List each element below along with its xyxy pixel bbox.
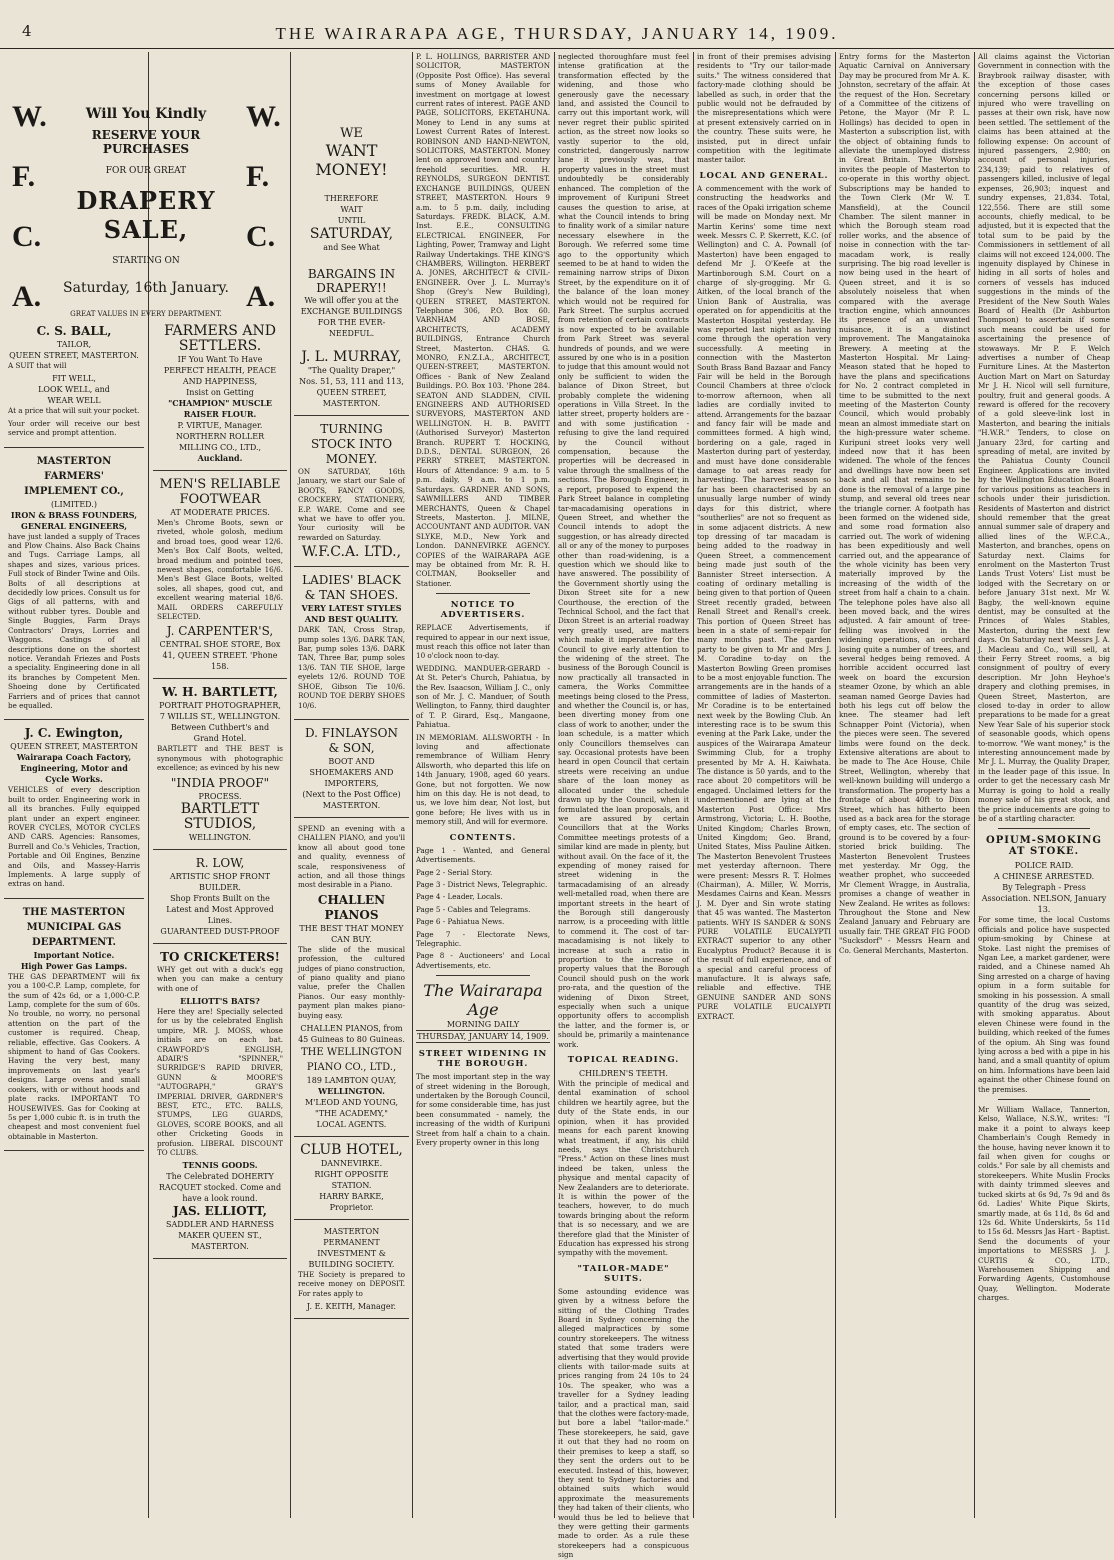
ewington-ad xyxy=(4,720,144,898)
contents-item: Page 4 - Leader, Locals. xyxy=(416,892,503,902)
memoriam-notice: IN MEMORIAM. ALLSWORTH - In loving and affectionate remembrance of William Henry Allsworth, who departed this life on 14th January, 1908, aged 60 years. Gone, but not forgotten. We now him on this day. He is not dead, to us, we love him dear, Not lost, but gone before; He lives with us in memory still, And will for evermore. xyxy=(416,732,550,827)
ad-title: D. FINLAYSON & SON, xyxy=(304,725,399,755)
article-body: in front of their premises advising residents to "Try our tailor-made suits." The witness considered that factory-made clothing should be labelled as such, in order that the public would not be defrauded by the misrepresentations which were at present extensively carried on in the country. These suits were, he insisted, put in direct unfair competition with the legitimate master tailor. xyxy=(697,52,831,165)
article-body: neglected thoroughfare must feel intense gratification at the transformation effected by the widening, and those who generously gave the necessary land, and assisted the Council to carry out this important work, will never regret their public spirited action, as the street now looks so vastly superior to the old, constricted, dangerously narrow lane it previously was, that property values in the street must undoubtedly be considerably enhanced. The completion of the improvement of Kuripuni Street causes the question to arise, at what the Council intends to bring to finality work of a similar nature necessary elsewhere in the Borough. We referred some time ago to the opportunity which seemed to be at hand to widen the remaining narrow strips of Dixon Street, by the expenditure on it of the balance of the loan money which would not be required for Park Street. The surplus accrued from retention of certain contracts is now expected to be available from Park Street was several hundreds of pounds, and we were assured by one who is in a position to judge that this amount would not only be sufficient to widen the balance of Dixon Street, but probably complete the widening operations in Villa Street. In the latter street, property holders are - and with some justification - refusing to give the land required by the Council without compensation, because the properties will be decreased in value through the smallness of the sections. The Borough Engineer, in a report, proposed to expend the Park Street balance in completing tar-macadamising operations in Queen Street, and whether the Council intends to adopt the suggestion, or has already directed all or any of the money to purposes other than road-widening, is a question which we should like to have answered. The possibility of the Government shortly using the Dixon Street site for a new Courthouse, the erection of the Technical School, and the fact that Dixon Street is an arterial roadway very greatly used, are matters which make it imperative for the Council to give early attention to the widening of the street. The business of the Borough Council is now practically all transacted in camera, the Works Committee meetings being closed to the Press, and whether the Council is, or has, been diverting money from one class of work to another, under the loan schedule, is a matter which only Councillors themselves can say. Occasional protests have been heard in open Council that certain streets were receiving an undue share of the loan money as allocated under the schedule drawn up by the Council, when it formulated the loan proposals, and we are assured by certain Councillors that at the Works Committee meetings protests of a similar kind are made in plenty, but without avail. On the face of it, the expending of money raised for street widening in the tarmacadamising of an already well-metalled road, when there are important streets in the heart of the Borough still dangerously narrow, is a proceeding with little to commend it. The cost of tar-macadamising is not likely to increase at such a ratio in proportion to the increase of property values that the Borough Council should push on the work pro-rata, and the question of the widening of Dixon Street, especially when such a unique opportunity offers to accomplish the latter, and the former is, or should be, primarily a maintenance work. xyxy=(558,52,689,1049)
section-heading: NOTICE TO ADVERTISERS. xyxy=(440,600,526,621)
ad-body: THE Society is prepared to receive money on DEPOSIT. For rates apply to xyxy=(298,1270,405,1298)
section-heading: TOPICAL READING. xyxy=(567,1055,680,1066)
ad-line: High Power Gas Lamps. xyxy=(20,960,128,971)
ad-line: At a price that will suit your pocket. xyxy=(8,406,140,416)
ad-body: Here they are! Specially selected for us by the celebrated English umpire, MR. J. MOSS, whose initials are on each bat. CRAWFORD'S ENGLISH, ADAIR'S "SPINNER," SURRIDGE'S RAPID DRIVER, GUNN & MOORE'S "AUTOGRAPH," GRAY'S IMPERIAL DRIVER, GARDNER'S BEST, ETC., ETC. BALLS, STUMPS, LEG GUARDS, GLOVES, SCORE BOOKS, and all other Cricketing Goods in profusion. LIBERAL DISCOUNT TO CLUBS. xyxy=(157,1006,283,1157)
ad-line: NORTHERN ROLLER MILLING CO., LTD., xyxy=(175,432,265,452)
column-rule xyxy=(412,52,413,1518)
ad-line: "The Quality Draper," xyxy=(307,366,396,375)
ad-line: P. VIRTUE, Manager. xyxy=(177,421,263,430)
ad-title: W. H. BARTLETT, xyxy=(162,685,278,700)
wfca-letter: F. xyxy=(12,160,36,193)
wfca-line: STARTING ON xyxy=(112,256,180,266)
ad-line: DRAPERY!! xyxy=(316,281,387,295)
contents-item: Page 5 - Cables and Telegrams. xyxy=(416,904,531,914)
ad-line: CHALLEN PIANOS, from 45 Guineas to 80 Guineas. xyxy=(298,1024,405,1044)
ad-line: PERFECT HEALTH, PEACE AND HAPPINESS, xyxy=(163,366,277,386)
ad-line: (LIMITED.) xyxy=(51,499,97,509)
contents-item: Page 1 - Wanted, and General Advertisements. xyxy=(416,845,550,865)
ball-tailor-ad xyxy=(4,318,144,448)
ad-line: BARTLETT STUDIOS, xyxy=(180,800,260,832)
ad-line: AT MODERATE PRICES. xyxy=(170,508,270,517)
want-money-ad xyxy=(294,60,409,416)
contents-list xyxy=(416,846,550,970)
ad-line: THEREFORE xyxy=(324,194,379,203)
ad-line: Shop Fronts Built on the Latest and Most Approved Lines. xyxy=(166,893,274,925)
ad-line: SADDLER AND HARNESS MAKER QUEEN ST., MASTERTON. xyxy=(166,1220,274,1252)
ad-body: The slide of the musical profession, the cultured judges of piano construction, of piano quality and piano value, prefer the Challen Pianos. Our easy monthly-payment plan makes piano-buying easy. xyxy=(298,944,405,1020)
contents-item: Page 6 - Pahiatua News. xyxy=(416,917,505,927)
ad-line: BARGAINS IN xyxy=(307,267,396,281)
column-rule xyxy=(693,52,694,1518)
article-body: Entry forms for the Masterton Aquatic Carnival on Anniversary Day may be procured from Mr A. K. Johnston, secretary of the affair. At the request of the Hon. Secretary of a Committee of the citizens of Petone, the Mayor (Mr P. L. Hollings) has decided to open in Masterton a subscription list, with the object of obtaining funds to alleviate the unemployed distress in Great Britain. The Worship invites the people of Masterton to co-operate in this worthy object. Subscriptions may be handed to the Town Clerk (Mr W. T. Mansfield), at the Council Chamber. The silent manner in which the Borough steam road roller works, and the absence of noise in connection with the tar-macadam work, is really surprising. The big road leveller is now being used in the heart of Queen street, and it is so absolutely noiseless that when compared with the average traction engine, which announces its presence of an unwanted nuisance, it is a distinct improvement. The Mangatainoka Brewery. A meeting at the Masterton Hospital. Mr Laing-Meason stated that he hoped to have the plans and specifications for No. 2 contract completed in time to be submitted to the next meeting of the Masterton County Council, which would probably mean an almost immediate start on the high-pressure water scheme. Kuripuni street looks very well indeed now that it has been widened. The whole of the fences and dwellings have now been set back and all that remains to be done is the removal of a large pine stump, and several old trees near the triangle corner. A footpath has been formed on the widened side, and some road formation also carried out. The work of widening has been expeditiously and well carried out, and the appearance of the whole vicinity has been very materially improved by the increasing of the width of the street from half a chain to a chain. The telephone poles have also all been moved back, and the wires adjusted. A fair amount of tree-felling was involved in the widening operations, an orchard losing quite a number of trees, and several hedges being removed. A horrible accident occurred last week on board the excursion steamer Ozone, by which an able seaman named George Davies had both his legs cut off below the knee. The steamer had left Schnapper Point (Victoria), when the pieces were seen. The severed limbs were found on the deck. Extensive alterations are about to be made to The Ace House, Chile Street, Wellington, whereby that well-known building will undergo a transformation. The property has a frontage of about 40ft to Dixon Street, which has hitherto been used as a back area for the storage of empty cases, etc. The section of ground is to be covered by a four-storied brick building. The Masterton Benevolent Trustees met yesterday. Mr Ogg, the weather prophet, who succeeded Mr Clement Wragge, in Australia, promises a change of weather in New Zealand. He writes as follows: Throughout the Stone and New Zealand January and February are usually fair. THE GREAT FIG FOOD "Sucksdorf" - Messrs Hearn and Co. General Merchants, Masterton. xyxy=(839,52,970,955)
ad-line: GUARANTEED DUST-PROOF xyxy=(160,926,280,936)
ad-line: WEAR WELL xyxy=(47,396,101,406)
ad-title: FARMERS AND SETTLERS. xyxy=(164,323,276,354)
professional-cards: P. L. HOLLINGS, BARRISTER AND SOLICITOR, MASTERTON (Opposite Post Office). Has several sums of Money Available for investment on mortgage at lowest current rates of interest. PAGE AND PAGE, SOLICITORS, EKETAHUNA. Money to Lend in any sums at Lowest Current Rates of Interest. ROBINSON AND HAND-NEWTON, SOLICITORS, MASTERTON. Money lent on approved town and country freehold securities. MR. H. REYNOLDS, SURGEON DENTIST. EXCHANGE BUILDINGS, QUEEN STREET, MASTERTON. Hours 9 a.m. to 5 p.m. daily, including Saturdays. FREDK. BLACK, A.M. Inst. E.E., CONSULTING ELECTRICAL ENGINEER, For Lighting, Power, Tramway and Light Railway Undertakings. THE KING'S CHAMBERS, Willington. HERBERT A. JONES, ARCHITECT & CIVIL-ENGINEER. Over J. L. Murray's Shop (Grey's New Building), QUEEN STREET, MASTERTON. Telephone 306, P.O. Box 60. VARNHAM AND BOSE, ARCHITECTS, ACADEMY BUILDINGS, Entrance Church Street, Masterton. CHAS. G. MONRO, F.N.Z.I.A., ARCHITECT, QUEEN-STREET, MASTERTON. Offices - Bank of New Zealand Buildings. P.O. Box 103. 'Phone 284. SEATON AND SLADDEN, CIVIL ENGINEERS AND AUTHORISED SURVEYORS, MASTERTON AND WELLINGTON. H. B. PAVITT (Authorised Surveyor) Masterton Branch. RUPERT T. HOCKING, D.D.S., DENTAL SURGEON, 26 PERRY STREET, MASTERTON. Hours of Attendance: 9 a.m. to 5 p.m. daily, 9 a.m. to 1 p.m. Saturdays. GARDNER AND SONS, SAWMILLERS AND TIMBER MERCHANTS, Queen & Chapel Streets, Masterton. J. MILNE, ACCOUNTANT AND AUDITOR. VAN SLYKE, M.D., New York and London. DANNEVIRKE AGENCY. COPIES of the WAIRARAPA AGE may be obtained from Mr. R. H. COLTMAN, Bookseller and Stationer. xyxy=(416,52,550,588)
ad-body: DARK TAN, Cross Strap, pump soles 13/6. DARK TAN, Bar, pump soles 13/6. DARK TAN, Three Bar, pump soles 13/6. TAN TIE SHOE, large eyelets 12/6. ROUND TOE SHOE, Gibson Tie 10/6. ROUND TOE DERBY SHOES 10/6. xyxy=(298,625,405,710)
ad-body: THE GAS DEPARTMENT will fix you a 100-C.P. Lamp, complete, for the sum of 42s 6d, or a 1,000-C.P. Lamp, complete for the sum of 60s. No trouble, no worry, no personal attention on the part of the customer is required. Cheap, reliable, effective. Gas Cookers. A shipment to hand of Gas Cookers. Having the very best, many improvements on last year's designs. Large ovens and small cookers, with or without hoods and plate racks. IMPORTANT TO HOUSEWIVES. Gas for Cooking at 5s per 1,000 cubic ft. is in truth the cheapest and most convenient fuel obtainable in Masterton. xyxy=(8,971,140,1141)
ad-title: LADIES' BLACK & TAN SHOES. xyxy=(302,573,401,603)
ad-title: TURNING STOCK INTO MONEY. xyxy=(310,422,393,466)
column-5 xyxy=(558,52,689,1560)
column-6 xyxy=(697,52,831,1518)
divider xyxy=(998,828,1090,829)
column-rule xyxy=(974,52,975,1518)
article-body: All claims against the Victorian Government in connection with the Braybrook railway disaster, with the exception of those cases concerning persons killed or injured who were travelling on passes at their own risk, have now been settled. The settlement of the claims has been attained at the following expense: On account of injured passengers, 2,980; on account of personal injuries, 234,139; paid to relatives of passengers killed, inclusive of legal expenses, 26,903; inquest and sundry expenses, 21,834. Total, 122,556. There are still some accounts, chiefly medical, to be adjusted, but it is expected that the total sum to be paid by the Commissioners in settlement of all claims will not exceed 124,000. The ingenuity displayed by Chinese in hiding in all sorts of holes and corners of vessels has induced suggestions in the minds of the President of the New South Wales Board of Health (Dr Ashburton Thompson) to ascertain if some such means could be used for ascertaining the presence of stowaways. Mr P. F. Welch advertises a number of Cheap Furniture Lines. At the Masterton Auction Mart on Mart on Saturday Mr J. H. Nicol will sell furniture, poultry, fruit and general goods. A reward is offered for the recovery of a gold sleeve-link lost in Masterton, and bearing the initials "H.W.R." Tenders, to close on January 23rd, for carting and spreading of metal, are invited by the Pahiatua County Council Engineer. Applications are invited by the Wellington Education Board for various positions as teachers in schools under their jurisdiction. Residents of Masterton and district should remember that the great annual summer sale of drapery and allied lines of the W.F.C.A., Masterton, and branches, opens on Saturday next. Claims for enrolment on the Masterton Trust Lands Trust Voters' List must be lodged with the Secretary on or before January 31st next. Mr W. Bagby, the well-known equine dentist, may be consulted at the Princes of Wales Stables, Masterton, during the next few days. On Saturday next Messrs J. A. J. Macleau and Co., will sell, at their Ferry Street rooms, a big consignment of poultry of every description. Mr John Heyhoe's drapery and clothing premises, in Queen Street, Masterton, are closed to-day in order to allow preparations to be made for a great New Year Sale of his superior stock of seasonable goods, which opens to-morrow. "We want money," is the interesting announcement made by Mr J. L. Murray, the Quality Draper, in the leader page of this issue. In order to get the necessary cash Mr Murray is going to hold a really money sale of his great stock, and the price inducements are going to be of a startling character. xyxy=(978,52,1110,823)
section-heading: LOCAL AND GENERAL. xyxy=(699,170,829,181)
wfca-line: RESERVE YOUR PURCHASES xyxy=(91,128,201,156)
ad-line: FOR THE EVER-NEEDFUL. xyxy=(317,318,386,338)
wfca-line: FOR OUR GREAT xyxy=(105,166,187,176)
column-3 xyxy=(294,60,409,1518)
article-body: With the principle of medical and dental examination of school children we heartily agree, but the duty of the State ends, in our opinion, when it has provided means for each parent knowing what treatment, if any, his child needs, says the Christchurch "Press." Action on these lines must indeed be taken, unless the physique and mental capacity of New Zealanders are to deteriorate. It is within the power of the teachers, however, to do much towards bringing about the reform that is so necessary, and we are therefore glad that the Minister of Education has expressed his strong sympathy with the movement. xyxy=(558,1079,689,1258)
ad-line: DANNEVIRKE. xyxy=(320,1159,383,1168)
article-body: For some time, the local Customs officials and police have suspected opium-smoking by Chinese at Stoke. Last night the premises of Ngan Lee, a market gardener, were raided, and a Chinese named Ah Sing arrested on a charge of having opium in a form suitable for smoking in his possession. A small quantity of the drug was seized, with smoking apparatus. About eleven Chinese were found in the building, which reeked of the fumes of the opium. Ah Sing was found lying across a bed with a pipe in his hand, and a small quantity of opium on him. Informations have been laid against the other Chinese found on the premises. xyxy=(978,915,1110,1094)
divider xyxy=(998,1099,1090,1100)
ad-line: RIGHT OPPOSITE STATION. xyxy=(314,1170,389,1190)
contents-item: Page 8 - Auctioneers' and Local Advertisements, etc. xyxy=(416,951,550,970)
ad-line: WANT xyxy=(325,141,378,160)
ad-line: BOOT AND SHOEMAKERS AND IMPORTERS, xyxy=(309,756,394,788)
article-body: Some astounding evidence was given by a witness before the sitting of the Clothing Trades Board in Sydney concerning the alleged malpractices by some country storekeepers. The witness stated that some traders were advertising that they would provide clients with tailor-made suits at prices ranging from 24 10s to 24 10s. The speaker, who was a traveller for a Sydney leading tailor, and a practical man, said that the clothes were factory-made, but bore a label "tailor-made." These storekeepers, he said, gave it out that they had no room on their premises to keep a staff, so they sent the orders out to be executed. Instead of this, however, they sent to Sydney factories and obtained suits which would approximate the measurements they had taken of their clients, who would thus be led to believe that they were getting their garments made to order. As a rule these storekeepers had a conspicuous sign xyxy=(558,1286,689,1560)
ad-line: The Celebrated DOHERTY RACQUET stocked. Come and have a look round. xyxy=(158,1172,282,1204)
contents-item: Page 7 - Electorate News, Telegraphic. xyxy=(416,929,550,948)
contents-item: Page 3 - District News, Telegraphic. xyxy=(416,879,548,889)
farmers-implement-ad xyxy=(4,448,144,721)
ad-line: IF You Want To Have xyxy=(177,355,263,364)
farmers-settlers-ad xyxy=(153,318,287,471)
wfca-drapery-sale-ad xyxy=(6,60,286,318)
ad-line: EXCHANGE BUILDINGS xyxy=(300,307,403,316)
ad-line: A SUIT that will xyxy=(8,361,67,370)
paper-nameplate: The Wairarapa Age xyxy=(423,981,543,1020)
ad-line: CENTRAL SHOE STORE, Box 41, QUEEN STREET. 'Phone 158. xyxy=(159,640,281,672)
ad-line: 189 LAMBTON QUAY, xyxy=(306,1076,397,1085)
ad-line: J. L. MURRAY, xyxy=(301,349,402,365)
masthead-title: THE WAIRARAPA AGE, THURSDAY, JANUARY 14, 1909. xyxy=(275,24,839,43)
ad-body: Men's Chrome Boots, sewn or riveted, whole golosh, medium and broad toes, good wear 12/6. Men's Box Calf Boots, welted, broad medium and pointed toes, newest shapes, comfortable 16/6. Men's Best Glace Boots, welted soles, all shapes, good cut, and excellent wearing material 18/6. MAIL ORDERS CAREFULLY SELECTED. xyxy=(157,518,283,622)
ad-line: Insist on Getting xyxy=(186,388,254,397)
ad-line: and See What xyxy=(323,243,380,252)
mens-footwear-ad xyxy=(153,471,287,679)
ad-line: "INDIA PROOF" xyxy=(170,775,270,790)
column-2 xyxy=(153,318,287,1518)
ad-title: TO CRICKETERS! xyxy=(160,949,280,964)
ad-body: SPEND an evening with a CHALLEN PIANO, and you'll know all about good tone and quality, evenness of scale, responsiveness of action, and all those things most desirable in a Piano. xyxy=(298,823,405,890)
ad-line: W.F.C.A. LTD., xyxy=(301,544,402,561)
ladies-shoes-ad xyxy=(294,567,409,720)
contents-heading: CONTENTS. xyxy=(449,832,517,843)
contents-item: Page 2 - Serial Story. xyxy=(416,867,493,877)
ad-line: VERY LATEST STYLES AND BEST QUALITY. xyxy=(301,603,402,625)
ad-line: QUEEN STREET, MASTERTON. xyxy=(9,351,139,360)
wfca-letter: C. xyxy=(246,220,276,253)
ad-line: JAS. ELLIOTT, xyxy=(173,1204,267,1219)
article-subheading: POLICE RAID. xyxy=(1014,861,1074,871)
wfca-letter: A. xyxy=(12,280,42,313)
ad-line: Wairarapa Coach Factory, Engineering, Motor and Cycle Works. xyxy=(16,752,132,785)
article-body: A commencement with the work of constructing the headworks and races of the Opaki irrigation scheme will be made on Monday next. Mr Martin Kerins' some time next week. Messrs C. P. Skerrett, K.C. (of Wellington) and C. A. Pownall (of Masterton) have been engaged to defend Mr J. O'Keefe at the Martinborough S.M. Court on a charge of sly-grogging. Mr G. Aitken, of the local branch of the Union Bank of Australia, was operated on for appendicitis at the Masterton Hospital yesterday. He was reported last night as having come through the operation very successfully. A meeting in connection with the Masterton South Brass Band Bazaar and Fancy Fair will be held in the Borough Council Chambers at three o'clock to-morrow afternoon, when all ladies are cordially invited to attend. Arrangements for the bazaar and fancy fair will be made and committees formed. A high wind, bordering on a gale, raged in Masterton during part of yesterday, and must have done considerable damage to oat areas ready for harvesting. The harvest season so far has been characterised by an unusually large number of windy days for this district, where "southerlies" are not so frequent as in some adjacent districts. A new top dressing of tar macadam is being added to the roadway in Queen Street, a commencement being made just south of the Bannister Street intersection. A coating of ordinary metalling is being given to that portion of Queen Street recently graded, between Renall Street and Renall's creek. This portion of Queen Street has been in a state of semi-repair for many months past. The garden party to be given to Mr and Mrs J. M. Coradine to-day on the Masterton Bowling Green promises to be a most enjoyable function. The arrangements are in the hands of a committee of ladies of Masterton. Mr Coradine is to be entertained next week by the Bowling Club. An interesting race is to be swum this evening at the Park Lake, under the auspices of the Wairarapa Amateur Swimming Club, for a trophy presented by Mr A. H. Kaiwhata. The distance is 50 yards, and to the race about 20 competitors will be engaged. Unclaimed letters for the undermentioned are lying at the Masterton Post Office: Mrs Armstrong, Victoria; L. H. Boothe, United Kingdom; Charles Brown, United Kingdom; Geo. Brand, United States, Miss Pauline Aitken. The Masterton Benevolent Trustees met yesterday afternoon. There were present: Messrs R. T. Holmes (Chairman), A. Miller, W. Morris, Mesdames Cairns and Kean. Messrs J. M. Dyer and Sin wrote stating that 45 was wanted. The Masterton patients. WHY IS SANDER & SONS PURE VOLATILE EUCALYPTI EXTRACT superior to any other Eucalyptus Product? Because it is the result of full experience, and of a special and careful process of manufacture. It is always safe, reliable and effective. THE GENUINE SANDER AND SONS PURE VOLATILE EUCALYPTI EXTRACT. xyxy=(697,183,831,1021)
leader-body: The most important step in the way of street widening in the Borough, undertaken by the Borough Council, for some considerable time, has just been consummated - namely, the increasing of the width of Kuripuni Street from half a chain to a chain. Every property owner in this long xyxy=(416,1072,550,1147)
ad-line: TAILOR, xyxy=(56,340,92,349)
ad-line: ELLIOTT'S BATS? xyxy=(180,995,260,1006)
article-body: Mr William Wallace, Tannerton, Kelso, Wallace, N.S.W., writes: "I make it a point to always keep Chamberlain's Cough Remedy in the house, having never known it to fail when given for coughs or colds." For sale by all chemists and storekeepers. White Muslin Frocks with dainty trimmed sleeves and tucked skirts at 6s 9d, 7s 9d and 8s 6d. Ladies' White Pique Skirts, smartly made, at 6s 11d, 8s 6d and 12s 6d. White Underskirts, 5s 11d to 15s 6d. Messrs Jas Hart - Baptist. Send the documents of your importations to MESSRS J. J. CURTIS & CO., LTD., Warehousemen Shipping and Forwarding Agents, Customhouse Quay, Wellington. Moderate charges. xyxy=(978,1105,1110,1303)
building-society-ad xyxy=(294,1220,409,1319)
column-rule xyxy=(554,52,555,1518)
ad-line: WELLINGTON. xyxy=(318,1086,385,1096)
column-7 xyxy=(839,52,970,1518)
wfca-line: DRAPERY SALE, xyxy=(76,186,216,244)
ad-line: MASTERTON. xyxy=(322,800,381,810)
column-8 xyxy=(978,52,1110,1518)
ad-line: J. E. KEITH, Manager. xyxy=(306,1302,397,1312)
ad-line: FIT WELL, xyxy=(52,374,96,384)
ad-line: THE WELLINGTON PIANO CO., LTD., xyxy=(300,1047,403,1073)
wfca-line: Saturday, 16th January. xyxy=(63,280,229,296)
ad-line: WE xyxy=(340,126,363,141)
masthead xyxy=(0,0,1114,49)
ad-body: VEHICLES of every description built to order. Engineering work in all its branches. Fully equipped plant under an expert engineer. ROVER CYCLES, MOTOR CYCLES AND CARS. Agencies: Ransomes, Burrell and Co.'s Vehicles, Traction, Portable and Oil Engines, Benzine and Oils, and Massey-Harris Implements. A large supply of extras on hand. xyxy=(8,785,140,889)
ad-line: (Next to the Post Office) xyxy=(302,789,401,799)
column-1 xyxy=(4,318,144,1518)
ad-line: PROCESS. xyxy=(198,791,242,801)
challen-piano-ad xyxy=(294,818,409,1137)
ad-line: Auckland. xyxy=(197,453,243,463)
wfca-line: Will You Kindly xyxy=(85,106,207,122)
ad-line: PORTRAIT PHOTOGRAPHER, xyxy=(159,701,281,711)
ad-title: CLUB HOTEL, xyxy=(300,1142,403,1158)
page-number: 4 xyxy=(22,22,32,40)
ad-line: Between Cuthbert's and Grand Hotel. xyxy=(170,723,270,744)
stock-into-money-ad xyxy=(294,416,409,567)
gas-department-ad xyxy=(4,899,144,1151)
ad-line: UNTIL xyxy=(337,216,366,225)
wfca-letter: W. xyxy=(12,100,47,133)
ad-body: have just landed a supply of Traces and Plow Chains. Also Back Chains and Tugs. Carriage Lamps, all shapes and sizes, various prices. Full stock of Binder Twine and Oils. Bolts of all descriptions at decidedly low prices. Consult us for Gigs of all patterns, with and without rubber tyres. Double and Single Buggies, Farm Drays Contractors' Drays, Lorries and Waggons. Castings of all descriptions done on the shortest notice. Verandah Friezes and Posts a speciality. Engineering done in all its branches by Competent Men. Shoeing done by Certificated Farriers and of prices that cannot be equalled. xyxy=(8,531,140,710)
ad-line: Nos. 51, 53, 111 and 113, xyxy=(299,377,404,386)
divider xyxy=(436,593,530,594)
ad-line: Important Notice. xyxy=(33,949,115,960)
column-4 xyxy=(416,52,550,1518)
paper-date: THURSDAY, JANUARY 14, 1909. xyxy=(417,1032,549,1042)
ad-line: QUEEN STREET, MASTERTON xyxy=(10,742,138,752)
paper-subtitle: MORNING DAILY xyxy=(446,1020,520,1030)
ad-line: LOOK WELL, and xyxy=(38,385,110,395)
bartlett-photographer-ad xyxy=(153,679,287,849)
wfca-letter: W. xyxy=(246,100,281,133)
ad-line: Your order will receive our best service and prompt attention. xyxy=(8,418,140,438)
ad-body: WHY get out with a duck's egg when you can make a century with one of xyxy=(157,964,283,993)
ad-line: BARTLETT and THE BEST is synonymous with photographic excellence; as evinced by his new xyxy=(157,744,283,773)
article-heading: "TAILOR-MADE" SUITS. xyxy=(577,1263,670,1284)
wfca-letter: F. xyxy=(246,160,270,193)
ad-line: "CHAMPION" MUSCLE RAISER FLOUR. xyxy=(168,398,272,419)
divider xyxy=(436,975,530,976)
ad-line: WELLINGTON. xyxy=(188,832,252,842)
ad-line: We will offer you at the xyxy=(304,296,399,305)
ad-line: J. CARPENTER'S, xyxy=(166,624,274,639)
ad-title: MASTERTON FARMERS' IMPLEMENT CO., xyxy=(24,455,124,497)
article-heading: OPIUM-SMOKING AT STOKE. xyxy=(986,835,1102,858)
finlayson-ad xyxy=(294,720,409,818)
ad-line: QUEEN STREET, MASTERTON. xyxy=(316,388,387,408)
ad-line: SATURDAY, xyxy=(309,226,394,242)
notice-body: REPLACE Advertisements, if required to appear in our next issue, must reach this office not later than 10 o'clock noon to-day. xyxy=(416,623,550,661)
ad-line: WAIT xyxy=(340,205,363,214)
ad-title: C. S. BALL, xyxy=(36,324,112,338)
club-hotel-ad xyxy=(294,1137,409,1220)
ad-title: MEN'S RELIABLE FOOTWEAR xyxy=(159,477,281,507)
article-dateline: By Telegraph - Press Association. NELSON, January 13. xyxy=(981,883,1107,915)
column-rule xyxy=(835,52,836,1518)
ad-body: ON SATURDAY, 16th January, we start our Sale of BOOTS, FANCY GOODS, CROCKERY, STATIONERY, E.P. WARE. Come and see what we have to offer you. Your curiosity will be rewarded on Saturday. xyxy=(298,467,405,542)
ad-title: J. C. Ewington, xyxy=(24,726,124,741)
ad-title: MASTERTON PERMANENT INVESTMENT & BUILDING SOCIETY. xyxy=(308,1227,395,1269)
low-shopfront-ad xyxy=(153,850,287,944)
ad-line: MONEY! xyxy=(315,160,388,179)
ad-line: 7 WILLIS ST., WELLINGTON. xyxy=(159,712,281,722)
cricketers-ad xyxy=(153,944,287,1260)
leader-heading: STREET WIDENING IN THE BOROUGH. xyxy=(418,1049,548,1070)
wfca-letter: C. xyxy=(12,220,42,253)
article-subheading: A CHINESE ARRESTED. xyxy=(993,872,1095,882)
ad-line: M'LEOD AND YOUNG, "THE ACADEMY," xyxy=(304,1098,399,1118)
ad-title: THE MASTERTON MUNICIPAL GAS DEPARTMENT. xyxy=(22,906,126,948)
ad-line: TENNIS GOODS. xyxy=(182,1160,258,1171)
ad-title: R. LOW, xyxy=(195,855,245,870)
ad-title: CHALLEN PIANOS xyxy=(317,892,386,922)
column-rule xyxy=(290,52,291,1518)
article-heading: CHILDREN'S TEETH. xyxy=(579,1069,668,1079)
ad-line: LOCAL AGENTS. xyxy=(316,1120,387,1129)
wedding-notice: WEDDING. MANDUER-GERARD - At St. Peter's Church, Pahiatua, by the Rev. Isaacson, William J. C., only son of Mr. J. C. Manduer, of South Wellington, to Fanny, third daughter of T. P. Girard, Esq., Mangaone, Pahiatua. xyxy=(416,663,550,730)
ad-line: GENERAL ENGINEERS, xyxy=(20,520,128,531)
wfca-line: GREAT VALUES IN EVERY DEPARTMENT. xyxy=(70,310,222,318)
wfca-letter: A. xyxy=(246,280,276,313)
ad-line: THE BEST THAT MONEY CAN BUY. xyxy=(299,923,404,944)
ad-line: ARTISTIC SHOP FRONT BUILDER. xyxy=(169,871,271,892)
ad-line: IRON & BRASS FOUNDERS, xyxy=(10,509,138,520)
ad-line: HARRY BARKE, Proprietor. xyxy=(319,1192,384,1212)
